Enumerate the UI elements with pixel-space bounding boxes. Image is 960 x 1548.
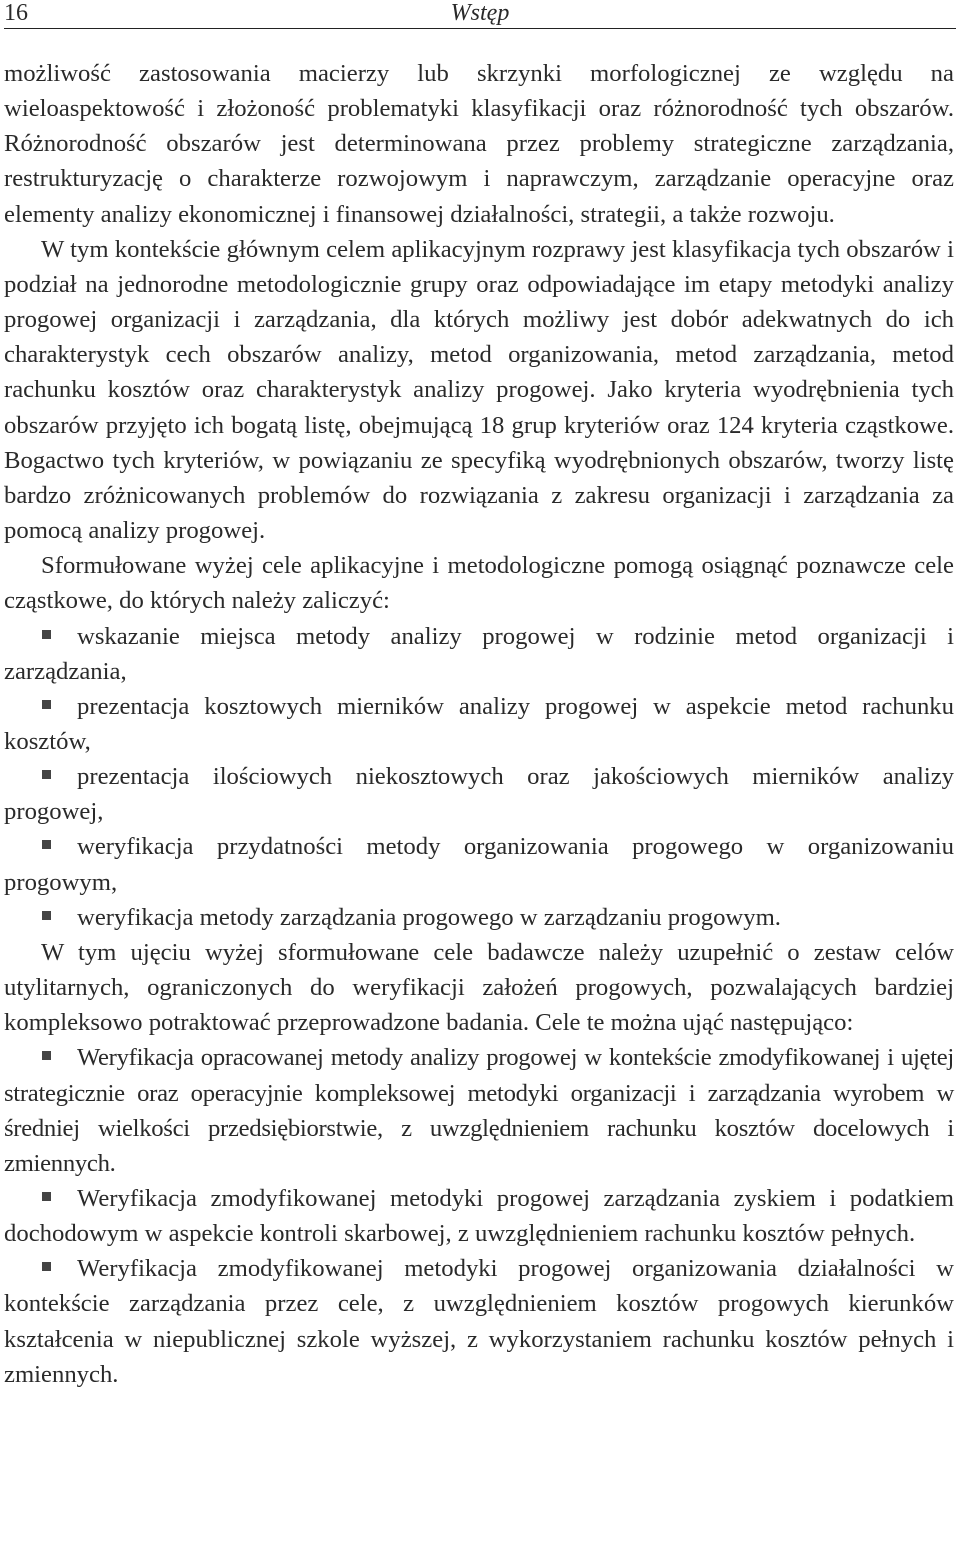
list-item-text: weryfikacja metody zarządzania progowego w zarządzaniu progowym. [77, 903, 781, 931]
list-item [4, 1251, 954, 1392]
square-bullet-icon [42, 770, 51, 779]
square-bullet-icon [42, 700, 51, 709]
paragraph: możliwość zastosowania macierzy lub skrzynki morfologicznej ze względu na wieloaspektowość i złożoność problematyki klasyfikacji oraz różnorodność tych obszarów. Różnorodność obszarów jest determinowana przez problemy strategiczne zarządzania, restrukturyzację o charakterze rozwojowym i naprawczym, zarządzanie operacyjne oraz elementy analizy ekonomicznej i finansowej działalności, strategii, a także rozwoju. [4, 60, 954, 228]
square-bullet-icon [42, 1262, 51, 1271]
square-bullet-icon [42, 1051, 51, 1060]
paragraph: Sformułowane wyżej cele aplikacyjne i metodologiczne pomogą osiągnąć poznawcze cele cząstkowe, do których należy zaliczyć: [4, 552, 954, 615]
paragraph: W tym kontekście głównym celem aplikacyjnym rozprawy jest klasyfikacja tych obszarów i podział na jednorodne metodologicznie grupy oraz odpowiadające im etapy metodyki analizy progowej organizacji i zarządzania, dla których możliwy jest dobór adekwatnych do ich charakterystyk cech obszarów analizy, metod organizowania, metod zarządzania, metod rachunku kosztów oraz charakterystyk analizy progowej. Jako kryteria wyodrębnienia tych obszarów przyjęto ich bogatą listę, obejmującą 18 grup kryteriów oraz 124 kryteria cząstkowe. Bogactwo tych kryteriów, w powiązaniu ze specyfiką wyodrębnionych obszarów, tworzy listę bardzo zróżnicowanych problemów do rozwiązania z zakresu organizacji i zarządzania za pomocą analizy progowej. [4, 235, 954, 545]
square-bullet-icon [42, 630, 51, 639]
paragraph: W tym ujęciu wyżej sformułowane cele badawcze należy uzupełnić o zestaw celów utylitarnych, ograniczonych do weryfikacji założeń progowych, pozwalających bardziej kompleksowo potraktować przeprowadzone badania. Cele te można ująć następująco: [4, 938, 954, 1037]
list-item-text: Weryfikacja zmodyfikowanej metodyki progowej zarządzania zyskiem i podatkiem dochodowym w aspekcie kontroli skarbowej, z uwzględnieniem rachunku kosztów pełnych. [4, 1185, 954, 1248]
list-item [4, 1181, 954, 1251]
list-item [4, 689, 954, 759]
list-item [4, 619, 954, 689]
list-item-text: weryfikacja przydatności metody organizowania progowego w organizowaniu progowym, [4, 833, 954, 896]
list-item-text: Weryfikacja zmodyfikowanej metodyki progowej organizowania działalności w kontekście zarządzania przez cele, z uwzględnieniem kosztów progowych kierunków kształcenia w niepublicznej szkole wyższej, z wykorzystaniem rachunku kosztów pełnych i zmiennych. [4, 1255, 954, 1388]
running-header [4, 0, 956, 29]
running-head-title: Wstęp [450, 0, 510, 26]
list-item-text: Weryfikacja opracowanej metody analizy progowej w kontekście zmodyfikowanej i ujętej strategicznie oraz operacyjnie kompleksowej metodyki organizacji i zarządzania wyrobem w średniej wielkości przedsiębiorstwie, z uwzględnieniem rachunku kosztów docelowych i zmiennych. [4, 1044, 954, 1177]
square-bullet-icon [42, 911, 51, 920]
body-text [4, 56, 954, 1392]
list-item [4, 900, 954, 935]
list-item-text: prezentacja ilościowych niekosztowych oraz jakościowych mierników analizy progowej, [4, 763, 954, 826]
list-item [4, 1040, 954, 1181]
list-item-text: prezentacja kosztowych mierników analizy progowej w aspekcie metod rachunku kosztów, [4, 692, 954, 755]
page-number: 16 [4, 0, 28, 26]
list-item [4, 759, 954, 829]
list-item [4, 829, 954, 899]
square-bullet-icon [42, 1192, 51, 1201]
list-item-text: wskazanie miejsca metody analizy progowej w rodzinie metod organizacji i zarządzania, [4, 622, 954, 685]
square-bullet-icon [42, 840, 51, 849]
